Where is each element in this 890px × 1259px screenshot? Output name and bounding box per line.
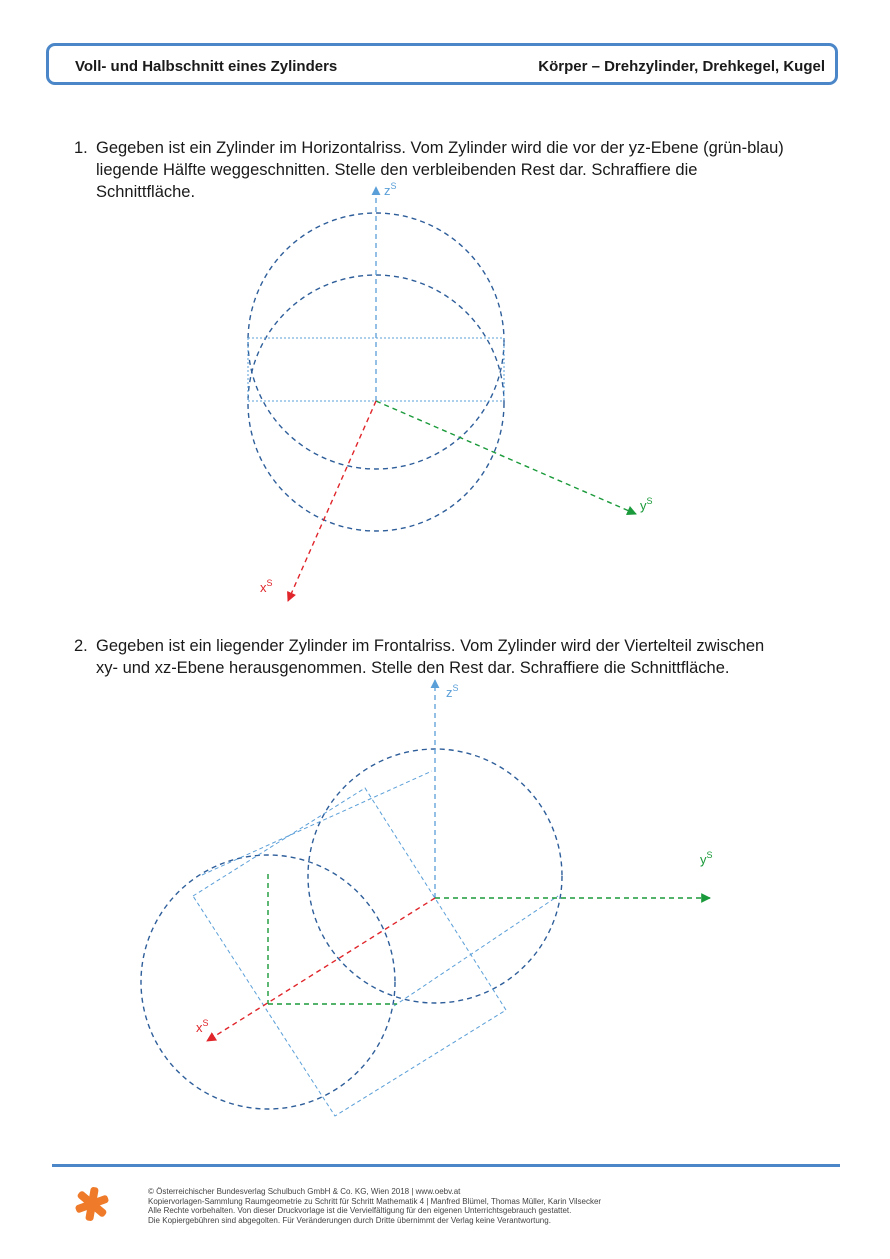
task-1-line: Schnittfläche. (96, 183, 196, 201)
x-axis-label: $x^S$ (196, 1018, 209, 1035)
y-axis (376, 401, 636, 514)
z-axis-label: $z^S$ (384, 181, 397, 198)
y-axis-label: $y^S$ (640, 496, 653, 513)
task-1-line: liegende Hälfte weggeschnitten. Stelle den verbleibenden Rest dar. Schraffiere die (96, 161, 698, 179)
task-1-number: 1. (74, 139, 88, 157)
z-axis-label: $z^S$ (446, 683, 459, 700)
cylinder-top-circle (248, 213, 504, 469)
footer-line: Alle Rechte vorbehalten. Von dieser Druckvorlage ist die Vervielfältigung für den eigenen Unterrichtsgebrauch gestattet. (148, 1206, 572, 1215)
task-2-number: 2. (74, 637, 88, 655)
chapter-title: Körper – Drehzylinder, Drehkegel, Kugel (538, 58, 825, 75)
footer-line: Die Kopiergebühren sind abgegolten. Für Veränderungen durch Dritte übernimmt der Verlag keine Verantwortung. (148, 1215, 551, 1225)
x-axis (288, 401, 376, 601)
y-axis-label: $y^S$ (700, 850, 713, 867)
construction-line (394, 896, 558, 1006)
figure-2 (141, 680, 713, 1116)
figure-1 (248, 181, 653, 601)
cylinder-base-circle (248, 275, 504, 531)
x-axis (207, 898, 435, 1041)
task-2-line: xy- und xz-Ebene herausgenommen. Stelle den Rest dar. Schraffiere die Schnittfläche. (96, 659, 730, 677)
task-2-line: Gegeben ist ein liegender Zylinder im Frontalriss. Vom Zylinder wird der Viertelteil zwischen (96, 637, 765, 655)
worksheet-title: Voll- und Halbschnitt eines Zylinders (75, 58, 338, 75)
publisher-logo (75, 1187, 110, 1222)
footer-line: Kopiervorlagen-Sammlung Raumgeometrie zu Schritt für Schritt Mathematik 4 | Manfred Blümel, Thomas Müller, Karin Vilsecker (148, 1196, 602, 1206)
footer-copyright (148, 1187, 601, 1225)
footer-line: © Österreichischer Bundesverlag Schulbuch GmbH & Co. KG, Wien 2018 | www.oebv.at (148, 1187, 461, 1196)
construction-line (202, 771, 432, 875)
x-axis-label: $x^S$ (260, 578, 273, 595)
footer-divider (52, 1164, 840, 1167)
task-1-line: Gegeben ist ein Zylinder im Horizontalriss. Vom Zylinder wird die vor der yz-Ebene (grün-blau) (96, 139, 784, 157)
